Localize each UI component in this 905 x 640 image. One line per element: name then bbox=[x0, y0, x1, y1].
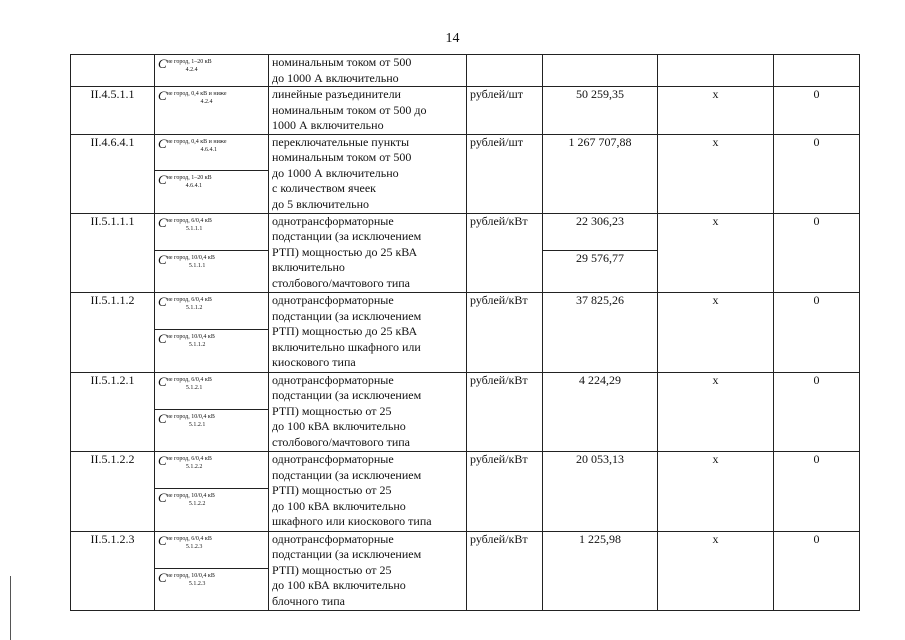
row-value: 0 bbox=[774, 452, 860, 531]
coefficient-cell bbox=[155, 568, 269, 611]
description-line: киоскового типа bbox=[272, 355, 356, 370]
row-value: 0 bbox=[774, 531, 860, 610]
description-line: однотрансформаторные bbox=[272, 213, 394, 228]
coef-superscript: не город, 6/0,4 кВ bbox=[166, 217, 212, 224]
row-unit bbox=[467, 55, 543, 87]
row-mark: х bbox=[658, 452, 774, 531]
coef-symbol: C bbox=[158, 135, 167, 151]
description-line: линейные разъединители bbox=[272, 87, 401, 101]
coef-superscript: не город, 0,4 кВ и ниже bbox=[166, 138, 227, 145]
coef-subscript: 5.1.2.1 bbox=[188, 421, 206, 428]
description-line: до 100 кВА включительно bbox=[272, 578, 406, 593]
row-description bbox=[269, 531, 467, 610]
coef-symbol: C bbox=[158, 532, 167, 548]
coef-symbol: C bbox=[158, 569, 167, 585]
coef-subscript: 5.1.1.1 bbox=[185, 225, 203, 232]
coefficient-cell bbox=[155, 134, 269, 171]
coef-symbol: C bbox=[158, 172, 167, 188]
row-code: II.4.5.1.1 bbox=[71, 87, 155, 135]
coef-subscript: 5.1.1.2 bbox=[188, 342, 206, 349]
coef-superscript: не город, 6/0,4 кВ bbox=[166, 297, 212, 304]
coef-superscript: не город, 10/0,4 кВ bbox=[166, 493, 215, 500]
description-line: РТП) мощностью до 25 кВА bbox=[272, 324, 418, 339]
description-line: столбового/мачтового типа bbox=[272, 434, 410, 449]
row-unit: рублей/кВт bbox=[467, 293, 543, 372]
coef-subscript: 5.1.2.1 bbox=[185, 384, 203, 391]
row-mark: х bbox=[658, 531, 774, 610]
description-line: номинальным током от 500 bbox=[272, 55, 412, 69]
description-line: номинальным током от 500 до bbox=[272, 102, 427, 117]
coef-superscript: не город, 1–20 кВ bbox=[166, 59, 212, 65]
coefficient-cell bbox=[155, 293, 269, 330]
coefficient-cell bbox=[155, 489, 269, 532]
coefficient-cell bbox=[155, 87, 269, 135]
row-price: 37 825,26 bbox=[543, 293, 658, 372]
coefficient-cell bbox=[155, 250, 269, 293]
row-description bbox=[269, 55, 467, 87]
coefficient-cell bbox=[155, 213, 269, 250]
coef-superscript: не город, 10/0,4 кВ bbox=[166, 413, 215, 420]
description-line: включительно шкафного или bbox=[272, 339, 421, 354]
row-price: 1 225,98 bbox=[543, 531, 658, 610]
row-value: 0 bbox=[774, 372, 860, 451]
coef-subscript: 5.1.1.2 bbox=[185, 305, 203, 312]
table-row bbox=[71, 293, 860, 330]
description-line: до 100 кВА включительно bbox=[272, 419, 406, 434]
row-value bbox=[774, 55, 860, 87]
coef-subscript: 5.1.1.1 bbox=[188, 262, 206, 269]
description-line: подстанции (за исключением bbox=[272, 547, 422, 562]
coef-superscript: не город, 10/0,4 кВ bbox=[166, 334, 215, 341]
row-unit: рублей/шт bbox=[467, 87, 543, 135]
description-line: столбового/мачтового типа bbox=[272, 275, 410, 290]
row-value: 0 bbox=[774, 213, 860, 292]
description-line: РТП) мощностью от 25 bbox=[272, 403, 392, 418]
coef-superscript: не город, 0,4 кВ и ниже bbox=[166, 91, 227, 97]
description-line: номинальным током от 500 bbox=[272, 150, 412, 164]
description-line: до 1000 А включительно bbox=[272, 70, 399, 85]
description-line: однотрансформаторные bbox=[272, 531, 394, 546]
tariff-table bbox=[70, 54, 860, 611]
coef-symbol: C bbox=[158, 214, 167, 230]
table-row bbox=[71, 134, 860, 171]
table-row bbox=[71, 213, 860, 250]
coef-symbol: C bbox=[158, 490, 167, 506]
row-code: II.5.1.1.1 bbox=[71, 213, 155, 292]
coef-superscript: не город, 10/0,4 кВ bbox=[166, 572, 215, 579]
row-unit: рублей/кВт bbox=[467, 372, 543, 451]
row-code: II.5.1.2.2 bbox=[71, 452, 155, 531]
coef-symbol: C bbox=[158, 410, 167, 426]
description-line: однотрансформаторные bbox=[272, 372, 394, 387]
row-price: 22 306,23 bbox=[543, 213, 658, 250]
row-code: II.4.6.4.1 bbox=[71, 134, 155, 213]
row-unit: рублей/кВт bbox=[467, 213, 543, 292]
coef-superscript: не город, 1–20 кВ bbox=[166, 175, 212, 182]
description-line: 1000 А включительно bbox=[272, 118, 384, 132]
description-line: однотрансформаторные bbox=[272, 293, 394, 308]
description-line: подстанции (за исключением bbox=[272, 388, 422, 403]
coef-subscript: 5.1.2.3 bbox=[188, 580, 206, 587]
coef-subscript: 5.1.2.2 bbox=[188, 501, 206, 508]
page-number: 14 bbox=[445, 31, 460, 46]
table-row bbox=[71, 55, 860, 87]
coef-symbol: C bbox=[158, 373, 167, 389]
row-code: II.5.1.2.3 bbox=[71, 531, 155, 610]
coefficient-cell bbox=[155, 452, 269, 489]
coef-subscript: 4.6.4.1 bbox=[185, 183, 203, 190]
description-line: до 100 кВА включительно bbox=[272, 498, 406, 513]
row-price: 29 576,77 bbox=[543, 250, 658, 293]
description-line: подстанции (за исключением bbox=[272, 229, 422, 244]
row-description bbox=[269, 134, 467, 213]
coef-superscript: не город, 6/0,4 кВ bbox=[166, 535, 212, 542]
description-line: РТП) мощностью от 25 bbox=[272, 483, 392, 498]
coef-subscript: 4.6.4.1 bbox=[200, 146, 218, 153]
row-code: II.5.1.2.1 bbox=[71, 372, 155, 451]
coef-symbol: C bbox=[158, 88, 167, 103]
row-unit: рублей/кВт bbox=[467, 531, 543, 610]
row-mark: х bbox=[658, 134, 774, 213]
description-line: включительно bbox=[272, 260, 345, 275]
coef-subscript: 4.2.4 bbox=[185, 67, 198, 73]
row-mark: х bbox=[658, 213, 774, 292]
coef-subscript: 4.2.4 bbox=[200, 99, 213, 105]
row-mark: х bbox=[658, 293, 774, 372]
description-line: подстанции (за исключением bbox=[272, 467, 422, 482]
table-row bbox=[71, 87, 860, 135]
row-value: 0 bbox=[774, 134, 860, 213]
row-unit: рублей/шт bbox=[467, 134, 543, 213]
row-value: 0 bbox=[774, 87, 860, 135]
coef-subscript: 5.1.2.3 bbox=[185, 543, 203, 550]
description-line: до 5 включительно bbox=[272, 196, 370, 211]
coef-superscript: не город, 6/0,4 кВ bbox=[166, 456, 212, 463]
description-line: РТП) мощностью от 25 bbox=[272, 562, 392, 577]
description-line: с количеством ячеек bbox=[272, 181, 377, 195]
table-row bbox=[71, 372, 860, 409]
row-description bbox=[269, 452, 467, 531]
row-description bbox=[269, 87, 467, 135]
row-value: 0 bbox=[774, 293, 860, 372]
coef-symbol: C bbox=[158, 453, 167, 469]
coefficient-cell bbox=[155, 372, 269, 409]
coefficient-cell bbox=[155, 531, 269, 568]
coef-symbol: C bbox=[158, 331, 167, 347]
coefficient-cell bbox=[155, 409, 269, 452]
row-price: 50 259,35 bbox=[543, 87, 658, 135]
description-line: до 1000 А включительно bbox=[272, 165, 399, 180]
coefficient-cell bbox=[155, 55, 269, 87]
row-description bbox=[269, 293, 467, 372]
description-line: переключательные пункты bbox=[272, 134, 410, 149]
coef-symbol: C bbox=[158, 294, 167, 310]
table-row bbox=[71, 452, 860, 489]
description-line: блочного типа bbox=[272, 593, 345, 608]
row-unit: рублей/кВт bbox=[467, 452, 543, 531]
row-description bbox=[269, 213, 467, 292]
coef-symbol: C bbox=[158, 56, 167, 71]
row-price bbox=[543, 55, 658, 87]
row-mark: х bbox=[658, 372, 774, 451]
coef-subscript: 5.1.2.2 bbox=[185, 464, 203, 471]
row-mark: х bbox=[658, 87, 774, 135]
description-line: однотрансформаторные bbox=[272, 452, 394, 467]
description-line: РТП) мощностью до 25 кВА bbox=[272, 244, 418, 259]
margin-line bbox=[10, 576, 11, 640]
coefficient-cell bbox=[155, 171, 269, 214]
row-price: 1 267 707,88 bbox=[543, 134, 658, 213]
coef-superscript: не город, 10/0,4 кВ bbox=[166, 254, 215, 261]
coefficient-cell bbox=[155, 330, 269, 373]
coef-symbol: C bbox=[158, 251, 167, 267]
row-description bbox=[269, 372, 467, 451]
row-price: 20 053,13 bbox=[543, 452, 658, 531]
description-line: подстанции (за исключением bbox=[272, 308, 422, 323]
row-mark bbox=[658, 55, 774, 87]
row-price: 4 224,29 bbox=[543, 372, 658, 451]
row-code: II.5.1.1.2 bbox=[71, 293, 155, 372]
row-code bbox=[71, 55, 155, 87]
description-line: шкафного или киоскового типа bbox=[272, 514, 432, 529]
coef-superscript: не город, 6/0,4 кВ bbox=[166, 376, 212, 383]
table-row bbox=[71, 531, 860, 568]
